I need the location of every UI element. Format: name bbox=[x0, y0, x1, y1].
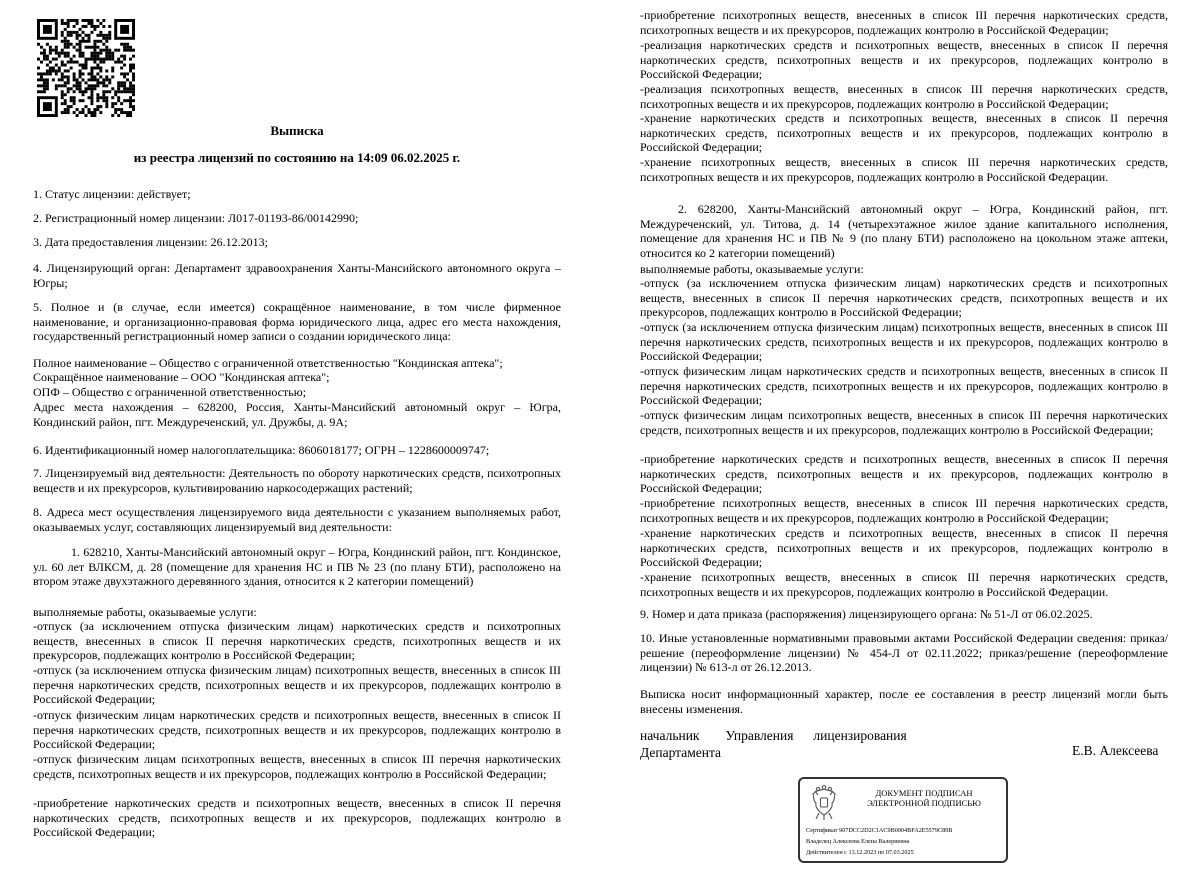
item-activity: 7. Лицензируемый вид деятельности: Деятельность по обороту наркотических средств, психотропных веществ и их прекурсоров, культивированию наркосодержащих растений; bbox=[33, 466, 561, 495]
work-item: -отпуск (за исключением отпуска физическим лицам) наркотических средств и психотропных веществ, внесенных в список II перечня наркотических средств, психотропных веществ и их прекурсоров, подлежащих контролю в Российской Федерации; bbox=[33, 619, 561, 662]
work-item: -приобретение психотропных веществ, внесенных в список III перечня наркотических средств, психотропных веществ и их прекурсоров, подлежащих контролю в Российской Федерации; bbox=[640, 496, 1168, 525]
work-item: -приобретение наркотических средств и психотропных веществ, внесенных в список II перечня наркотических средств, психотропных веществ и их прекурсоров, подлежащих контролю в Российской Федерации; bbox=[640, 452, 1168, 495]
coat-of-arms-icon bbox=[808, 785, 840, 823]
work-item: -приобретение наркотических средств и психотропных веществ, внесенных в список II перечня наркотических средств, психотропных веществ и их прекурсоров, подлежащих контролю в Российской Федерации; bbox=[33, 796, 561, 839]
short-name: Сокращённое наименование – ООО "Кондинская аптека"; bbox=[33, 370, 330, 384]
stamp-caption: ДОКУМЕНТ ПОДПИСАН ЭЛЕКТРОННОЙ ПОДПИСЬЮ bbox=[867, 788, 981, 808]
item-name-heading: 5. Полное и (в случае, если имеется) сокращённое наименование, в том числе фирменное наименование, и организационно-правовая форма юридического лица, адрес его места нахождения, государственный регистрационный номер записи о создании юридического лица: bbox=[33, 300, 561, 343]
item-licensing-body: 4. Лицензирующий орган: Департамент здравоохранения Ханты-Мансийского автономного округа – Югры; bbox=[33, 261, 561, 290]
item-order: 9. Номер и дата приказа (распоряжения) лицензирующего органа: № 51-Л от 06.02.2025. bbox=[640, 607, 1093, 621]
stamp-owner: Владелец Алексеева Елена Валериевна bbox=[806, 838, 910, 845]
position-line2: Департамента bbox=[640, 745, 722, 760]
qr-code bbox=[37, 19, 135, 117]
item-date: 3. Дата предоставления лицензии: 26.12.2013; bbox=[33, 235, 268, 249]
position-word: лицензирования bbox=[813, 728, 907, 743]
full-name: Полное наименование – Общество с ограниченной ответственностью "Кондинская аптека"; bbox=[33, 356, 503, 370]
works-label: выполняемые работы, оказываемые услуги: bbox=[33, 605, 257, 619]
place-2-address: 2. 628200, Ханты-Мансийский автономный округ – Югра, Кондинский район, пгт. Междуреченский, ул. Титова, д. 14 (четырехэтажное жилое здание капитального исполнения, помещение для хранения НС и ПВ № 9 (по плану БТИ) расположено на цокольном этаже аптеки, относится ко 2 категории помещений) bbox=[640, 202, 1168, 260]
work-item: -отпуск (за исключением отпуска физическим лицам) наркотических средств и психотропных веществ, внесенных в список II перечня наркотических средств, психотропных веществ и их прекурсоров, подлежащих контролю в Российской Федерации; bbox=[640, 276, 1168, 319]
works-label: выполняемые работы, оказываемые услуги: bbox=[640, 262, 864, 276]
item-status: 1. Статус лицензии: действует; bbox=[33, 187, 191, 201]
signatory-position bbox=[640, 727, 940, 761]
document-title: Выписка bbox=[270, 123, 324, 138]
item-other-info: 10. Иные установленные нормативными правовыми актами Российской Федерации сведения: приказ/решение (переоформление лицензии) № 454-Л от 02.11.2022; приказ/решение (переоформление лицензии) № 613-л от 26.12.2013. bbox=[640, 631, 1168, 674]
work-item: -отпуск (за исключением отпуска физическим лицам) психотропных веществ, внесенных в список III перечня наркотических средств, психотропных веществ и их прекурсоров, подлежащих контролю в Российской Федерации; bbox=[33, 663, 561, 706]
item-inn-ogrn: 6. Идентификационный номер налогоплательщика: 8606018177; ОГРН – 1228600009747; bbox=[33, 443, 490, 457]
legal-address: Адрес места нахождения – 628200, Россия, Ханты-Мансийский автономный округ – Югра, Кондинский район, пгт. Междуреченский, ул. Дружбы, д. 9А; bbox=[33, 400, 561, 429]
work-item: -реализация наркотических средств и психотропных веществ, внесенных в список II перечня наркотических средств, психотропных веществ и их прекурсоров, подлежащих контролю в Российской Федерации; bbox=[640, 38, 1168, 81]
work-item: -отпуск физическим лицам психотропных веществ, внесенных в список III перечня наркотических средств, психотропных веществ и их прекурсоров, подлежащих контролю в Российской Федерации; bbox=[640, 408, 1168, 437]
stamp-certificate: Сертификат 907DCC2D2C1AC9B0004BFA2E5579C89B bbox=[806, 827, 953, 834]
opf: ОПФ – Общество с ограниченной ответственностью; bbox=[33, 385, 307, 399]
item-places-heading: 8. Адреса мест осуществления лицензируемого вида деятельности с указанием выполняемых работ, оказываемых услуг, составляющих лицензируемый вид деятельности: bbox=[33, 505, 561, 534]
stamp-validity: Действителен с 13.12.2023 по 07.03.2025 bbox=[806, 849, 914, 856]
work-item: -хранение наркотических средств и психотропных веществ, внесенных в список II перечня наркотических средств, психотропных веществ и их прекурсоров, подлежащих контролю в Российской Федерации; bbox=[640, 111, 1168, 154]
position-word: начальник bbox=[640, 728, 700, 743]
work-item: -хранение психотропных веществ, внесенных в список III перечня наркотических средств, психотропных веществ и их прекурсоров, подлежащих контролю в Российской Федерации. bbox=[640, 155, 1168, 184]
work-item: -реализация психотропных веществ, внесенных в список III перечня наркотических средств, психотропных веществ и их прекурсоров, подлежащих контролю в Российской Федерации; bbox=[640, 82, 1168, 111]
item-reg-number: 2. Регистрационный номер лицензии: Л017-01193-86/00142990; bbox=[33, 211, 359, 225]
document-subtitle: из реестра лицензий по состоянию на 14:09 06.02.2025 г. bbox=[133, 150, 461, 165]
e-signature-stamp bbox=[798, 777, 1008, 863]
disclaimer-note: Выписка носит информационный характер, после ее составления в реестр лицензий могли быть внесены изменения. bbox=[640, 687, 1168, 716]
work-item: -хранение наркотических средств и психотропных веществ, внесенных в список II перечня наркотических средств, психотропных веществ и их прекурсоров, подлежащих контролю в Российской Федерации; bbox=[640, 526, 1168, 569]
position-word: Управления bbox=[725, 728, 794, 743]
work-item: -отпуск физическим лицам наркотических средств и психотропных веществ, внесенных в список II перечня наркотических средств, психотропных веществ и их прекурсоров, подлежащих контролю в Российской Федерации; bbox=[640, 364, 1168, 407]
work-item: -приобретение психотропных веществ, внесенных в список III перечня наркотических средств, психотропных веществ и их прекурсоров, подлежащих контролю в Российской Федерации; bbox=[640, 8, 1168, 37]
work-item: -отпуск физическим лицам психотропных веществ, внесенных в список III перечня наркотических средств, психотропных веществ и их прекурсоров, подлежащих контролю в Российской Федерации; bbox=[33, 752, 561, 781]
work-item: -отпуск физическим лицам наркотических средств и психотропных веществ, внесенных в список II перечня наркотических средств, психотропных веществ и их прекурсоров, подлежащих контролю в Российской Федерации; bbox=[33, 708, 561, 751]
work-item: -хранение психотропных веществ, внесенных в список III перечня наркотических средств, психотропных веществ и их прекурсоров, подлежащих контролю в Российской Федерации. bbox=[640, 570, 1168, 599]
signatory-name: Е.В. Алексеева bbox=[1072, 743, 1159, 758]
place-1-address: 1. 628210, Ханты-Мансийский автономный округ – Югра, Кондинский район, пгт. Кондинское, ул. 60 лет ВЛКСМ, д. 28 (помещение для хранения НС и ПВ № 23 (по плану БТИ), расположено на втором этаже двухэтажного деревянного здания, относится к 2 категории помещений) bbox=[33, 545, 561, 588]
work-item: -отпуск (за исключением отпуска физическим лицам) психотропных веществ, внесенных в список III перечня наркотических средств, психотропных веществ и их прекурсоров, подлежащих контролю в Российской Федерации; bbox=[640, 320, 1168, 363]
